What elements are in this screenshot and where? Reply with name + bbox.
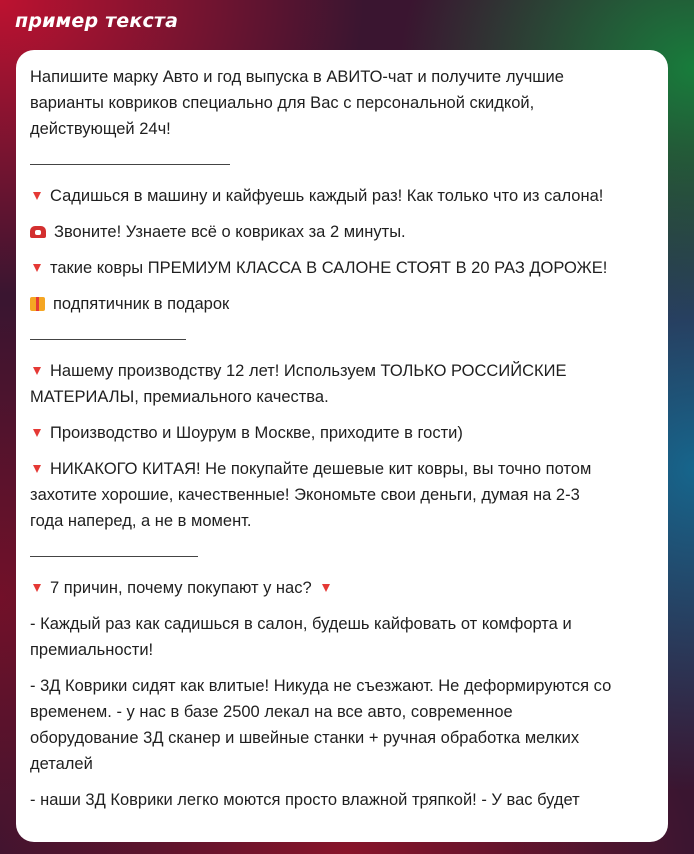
reason-text: временем. - у нас в базе 2500 лекал на все авто, современное bbox=[30, 703, 513, 721]
reason-text: оборудование 3Д сканер и швейные станки + ручная обработка мелких bbox=[30, 729, 580, 747]
message-text bbox=[30, 64, 654, 813]
red-triangle-icon bbox=[33, 264, 41, 272]
gift-icon bbox=[30, 297, 45, 311]
separator-line bbox=[30, 556, 198, 557]
red-triangle-icon bbox=[322, 584, 330, 592]
separator-line bbox=[30, 339, 186, 340]
red-triangle-icon bbox=[33, 465, 41, 473]
intro-line: Напишите марку Авто и год выпуска в АВИТО-чат и получите лучшие bbox=[30, 68, 564, 86]
red-triangle-icon bbox=[33, 192, 41, 200]
reasons-title-text: 7 причин, почему покупают у нас? bbox=[50, 579, 312, 597]
reason-text: деталей bbox=[30, 755, 93, 773]
list-item-text: подпятичник в подарок bbox=[53, 295, 230, 313]
page-title: пример текста bbox=[15, 10, 179, 32]
list-item bbox=[30, 456, 654, 534]
reason-item bbox=[30, 611, 654, 663]
separator-line bbox=[30, 164, 230, 165]
list-item bbox=[30, 183, 654, 209]
list-item bbox=[30, 291, 654, 317]
reasons-title bbox=[30, 575, 654, 601]
reason-text: - наши 3Д Коврики легко моются просто влажной тряпкой! - У вас будет bbox=[30, 791, 580, 809]
list-item-text: НИКАКОГО КИТАЯ! Не покупайте дешевые кит ковры, вы точно потом bbox=[50, 460, 592, 478]
reason-text: - 3Д Коврики сидят как влитые! Никуда не съезжают. Не деформируются со bbox=[30, 677, 612, 695]
list-item-text: захотите хорошие, качественные! Экономьте свои деньги, думая на 2-3 bbox=[30, 486, 580, 504]
list-item bbox=[30, 420, 654, 446]
list-item-text: Нашему производству 12 лет! Используем ТОЛЬКО РОССИЙСКИЕ bbox=[50, 362, 567, 380]
reason-text: премиальности! bbox=[30, 641, 154, 659]
list-item-text: Звоните! Узнаете всё о ковриках за 2 минуты. bbox=[54, 223, 406, 241]
telephone-icon bbox=[30, 226, 46, 238]
intro-line: действующей 24ч! bbox=[30, 120, 171, 138]
red-triangle-icon bbox=[33, 584, 41, 592]
list-item-text: такие ковры ПРЕМИУМ КЛАССА В САЛОНЕ СТОЯТ В 20 РАЗ ДОРОЖЕ! bbox=[50, 259, 608, 277]
list-item bbox=[30, 358, 654, 410]
red-triangle-icon bbox=[33, 367, 41, 375]
reason-item bbox=[30, 673, 654, 777]
list-item bbox=[30, 255, 654, 281]
intro-paragraph bbox=[30, 64, 654, 142]
reason-item bbox=[30, 787, 654, 813]
list-item-text: Производство и Шоурум в Москве, приходите в гости) bbox=[50, 424, 463, 442]
list-item-text: года наперед, а не в момент. bbox=[30, 512, 252, 530]
list-item bbox=[30, 219, 654, 245]
reason-text: - Каждый раз как садишься в салон, будешь кайфовать от комфорта и bbox=[30, 615, 572, 633]
intro-line: варианты ковриков специально для Вас с персональной скидкой, bbox=[30, 94, 535, 112]
red-triangle-icon bbox=[33, 429, 41, 437]
list-item-text: МАТЕРИАЛЫ, премиального качества. bbox=[30, 388, 329, 406]
list-item-text: Садишься в машину и кайфуешь каждый раз! Как только что из салона! bbox=[50, 187, 604, 205]
message-card bbox=[16, 50, 668, 842]
